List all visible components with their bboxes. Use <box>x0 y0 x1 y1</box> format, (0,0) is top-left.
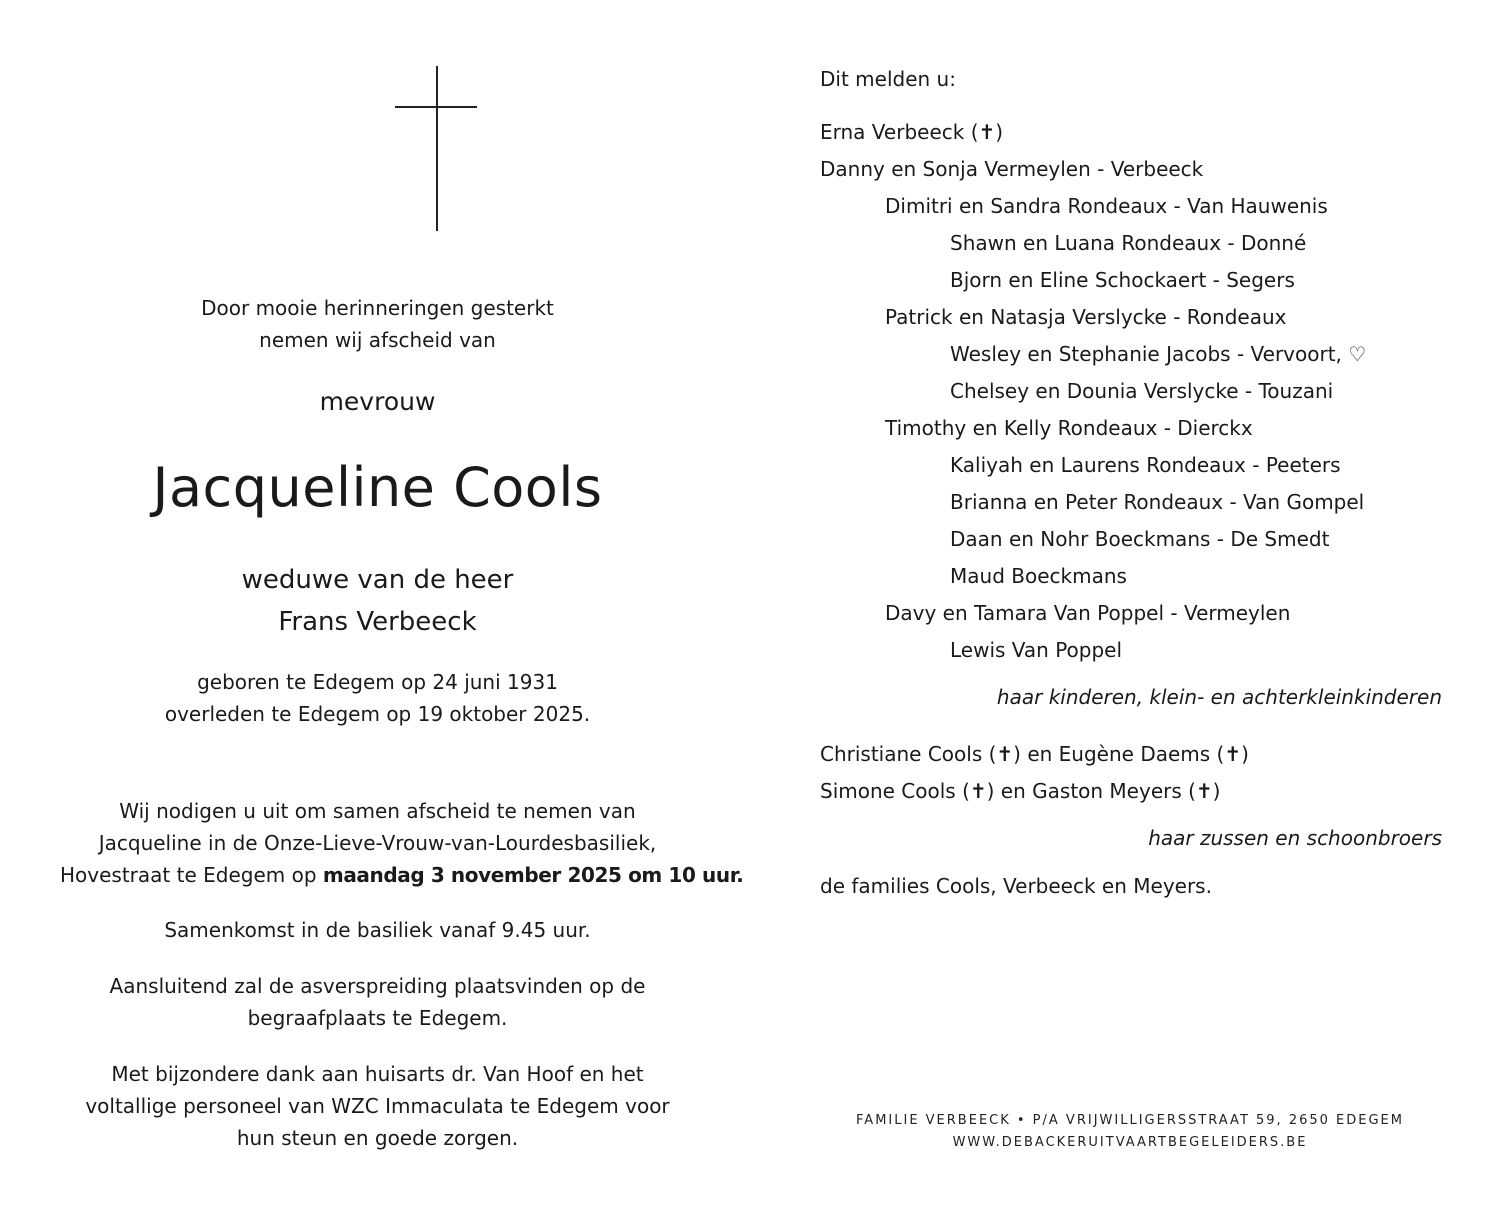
family-member: Patrick en Natasja Verslycke - Rondeaux <box>885 305 1287 329</box>
family-member: Danny en Sonja Vermeylen - Verbeeck <box>820 157 1204 181</box>
family-member: Shawn en Luana Rondeaux - Donné <box>950 231 1307 255</box>
footer <box>820 1110 1440 1154</box>
title-prefix: mevrouw <box>319 387 436 416</box>
ceremony-date: maandag 3 november 2025 om 10 uur. <box>322 863 744 887</box>
scattering-line: begraafplaats te Edegem. <box>247 1006 508 1030</box>
family-caption: haar kinderen, klein- en achterkleinkinderen <box>996 685 1442 709</box>
family-member: Daan en Nohr Boeckmans - De Smedt <box>950 527 1330 551</box>
family-member: Chelsey en Dounia Verslycke - Touzani <box>950 379 1334 403</box>
siblings-caption: haar zussen en schoonbroers <box>1148 826 1442 850</box>
thanks-line: voltallige personeel van WZC Immaculata te Edegem voor <box>85 1094 670 1118</box>
widow-line: weduwe van de heer <box>241 565 514 595</box>
intro-line: nemen wij afscheid van <box>259 328 496 352</box>
family-member: Lewis Van Poppel <box>950 638 1123 662</box>
families-text: de families Cools, Verbeeck en Meyers. <box>820 874 1212 898</box>
family-member: Erna Verbeeck (✝) <box>820 120 1004 144</box>
footer-website: WWW.DEBACKERUITVAARTBEGELEIDERS.BE <box>952 1135 1308 1150</box>
scattering-line: Aansluitend zal de asverspreiding plaatsvinden op de <box>109 974 646 998</box>
thanks-text <box>60 1058 695 1154</box>
intro-line: Door mooie herinneringen gesterkt <box>201 296 554 320</box>
family-member: Davy en Tamara Van Poppel - Vermeylen <box>885 601 1291 625</box>
birth-line: geboren te Edegem op 24 juni 1931 <box>197 670 558 694</box>
deceased-name: Jacqueline Cools <box>152 456 603 519</box>
sibling-line: Christiane Cools (✝) en Eugène Daems (✝) <box>820 742 1249 766</box>
widow-text <box>60 559 695 643</box>
family-member: Bjorn en Eline Schockaert - Segers <box>950 268 1295 292</box>
cross-icon <box>395 66 477 232</box>
death-line: overleden te Edegem op 19 oktober 2025. <box>164 702 591 726</box>
family-member: Kaliyah en Laurens Rondeaux - Peeters <box>950 453 1341 477</box>
sibling-line: Simone Cools (✝) en Gaston Meyers (✝) <box>820 779 1221 803</box>
announce-text: Dit melden u: <box>820 67 956 91</box>
thanks-line: Met bijzondere dank aan huisarts dr. Van Hoof en het <box>111 1062 644 1086</box>
family-member: Wesley en Stephanie Jacobs - Vervoort, ♡ <box>950 342 1367 366</box>
invitation-line: Jacqueline in de Onze-Lieve-Vrouw-van-Lourdesbasiliek, <box>98 831 657 855</box>
invitation-line <box>60 859 744 891</box>
invitation-line: Wij nodigen u uit om samen afscheid te nemen van <box>119 799 636 823</box>
scattering-text <box>60 970 695 1034</box>
family-member: Brianna en Peter Rondeaux - Van Gompel <box>950 490 1365 514</box>
footer-address: FAMILIE VERBEECK • P/A VRIJWILLIGERSSTRAAT 59, 2650 EDEGEM <box>856 1113 1404 1128</box>
dates-text <box>60 666 695 730</box>
invitation-text <box>60 795 744 891</box>
intro-text <box>60 292 695 356</box>
family-member: Maud Boeckmans <box>950 564 1127 588</box>
widow-line: Frans Verbeeck <box>278 607 477 637</box>
invitation-plain: Hovestraat te Edegem op <box>60 863 323 887</box>
family-member: Dimitri en Sandra Rondeaux - Van Hauwenis <box>885 194 1328 218</box>
thanks-line: hun steun en goede zorgen. <box>236 1126 519 1150</box>
gathering-text: Samenkomst in de basiliek vanaf 9.45 uur. <box>164 918 591 942</box>
family-member: Timothy en Kelly Rondeaux - Dierckx <box>885 416 1253 440</box>
